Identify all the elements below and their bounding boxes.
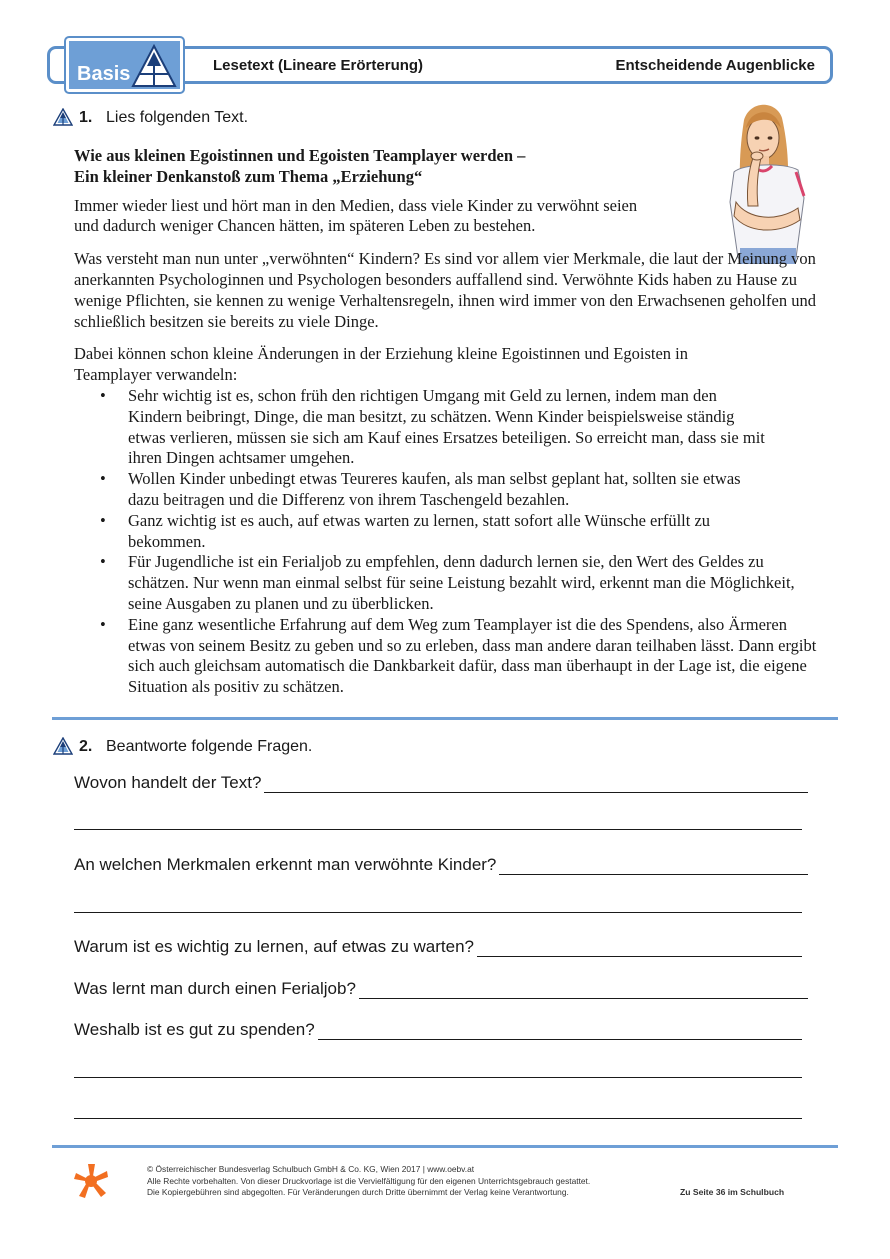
task-instruction: Lies folgenden Text. (106, 109, 249, 126)
publisher-logo-icon (73, 1163, 109, 1199)
badge-label: Basis (77, 63, 131, 85)
reading-title (74, 146, 822, 188)
worksheet-title: Lesetext (Lineare Erörterung) (213, 57, 424, 74)
footer-rights: Alle Rechte vorbehalten. Von dieser Druckvorlage ist die Vervielfältigung für den eigenen Unterrichtsgebrauch gestattet. (147, 1175, 591, 1186)
level-badge (66, 38, 183, 92)
question-row (74, 933, 802, 957)
answer-line[interactable] (477, 938, 802, 957)
task-instruction: Beantworte folgende Fragen. (106, 738, 313, 755)
list-item: • Wollen Kinder unbedingt etwas Teureres kaufen, als man selbst geplant hat, sollten sie etwas dazu beitragen und die Differenz von ihrem Taschengeld bezahlen. (128, 469, 768, 511)
question-row (74, 851, 808, 875)
question-text: Weshalb ist es gut zu spenden? (74, 1020, 315, 1039)
answer-line[interactable] (74, 1118, 802, 1119)
reading-text (74, 146, 822, 698)
list-item: • Sehr wichtig ist es, schon früh den richtigen Umgang mit Geld zu lernen, indem man den Kindern beibringt, Dinge, die man besitzt, zu schätzen. Wenn Kinder beispielsweise ständig etwas verlieren, müssen sie sich am Kauf eines Ersatzes beteiligen. So erreicht man, dass sie mit ihren Dingen achtsamer umgehen. (128, 386, 773, 469)
list-item: • Ganz wichtig ist es auch, auf etwas warten zu lernen, statt sofort alle Wünsche erfüllt zu bekommen. (128, 511, 748, 553)
section-divider (52, 717, 838, 720)
paragraph-characteristics: Was versteht man nun unter „verwöhnten“ Kindern? Es sind vor allem vier Merkmale, die laut der Meinung von anerkannten Psychologinnen und Psychologen besonders auffallend sind. Verwöhnte Kids haben zu Hause zu wenige Pflichten, sie kennen zu wenige Verhaltensregeln, ihnen wird immer von den Erwachsenen geholfen und schließlich besitzen sie bereits zu viele Dinge. (74, 249, 816, 331)
task-number: 1. (79, 109, 93, 126)
answer-line[interactable] (318, 1021, 802, 1040)
footer-copyright: © Österreichischer Bundesverlag Schulbuch GmbH & Co. KG, Wien 2017 | www.oebv.at (147, 1164, 475, 1174)
reading-title-line1: Wie aus kleinen Egoistinnen und Egoisten Teamplayer werden – (74, 146, 526, 165)
task-number: 2. (79, 738, 93, 755)
question-text: Wovon handelt der Text? (74, 773, 262, 792)
footer-divider (52, 1145, 838, 1148)
answer-line[interactable] (264, 774, 808, 793)
tips-list (74, 386, 822, 698)
chapter-topic: Entscheidende Augenblicke (615, 57, 815, 74)
paragraph-changes: Dabei können schon kleine Änderungen in der Erziehung kleine Egoistinnen und Egoisten in Teamplayer verwandeln: (74, 344, 689, 385)
question-row (74, 975, 808, 999)
pyramid-task-icon (53, 737, 73, 755)
pyramid-task-icon (53, 108, 73, 126)
question-text: Warum ist es wichtig zu lernen, auf etwas zu warten? (74, 937, 474, 956)
footer-legal (147, 1164, 707, 1199)
list-item: • Für Jugendliche ist ein Ferialjob zu empfehlen, denn dadurch lernen sie, den Wert des Geldes zu schätzen. Nur wenn man einmal selbst für seine Leistung bezahlt wird, erkennt man die Möglichkeit, seine Ausgaben zu planen und zu überblicken. (128, 552, 818, 614)
paragraph-intro: Immer wieder liest und hört man in den Medien, dass viele Kinder zu verwöhnt seien und dadurch weniger Chancen hätten, im späteren Leben zu bestehen. (74, 195, 638, 236)
answer-line[interactable] (499, 856, 808, 875)
textbook-reference: Zu Seite 36 im Schulbuch (680, 1187, 785, 1197)
question-text: An welchen Merkmalen erkennt man verwöhnte Kinder? (74, 855, 497, 874)
answer-line[interactable] (74, 829, 802, 830)
answer-line[interactable] (74, 1077, 802, 1078)
question-row (74, 1016, 802, 1040)
answer-line[interactable] (359, 980, 808, 999)
footer-fees: Die Kopiergebühren sind abgegolten. Für Veränderungen durch Dritte übernimmt der Verlag keine Verantwortung. (147, 1187, 569, 1197)
answer-line[interactable] (74, 912, 802, 913)
pyramid-icon (131, 44, 177, 88)
question-row (74, 769, 808, 793)
reading-title-line2: Ein kleiner Denkanstoß zum Thema „Erziehung“ (74, 166, 423, 186)
question-text: Was lernt man durch einen Ferialjob? (74, 979, 356, 998)
list-item: • Eine ganz wesentliche Erfahrung auf dem Weg zum Teamplayer ist die des Spendens, also Ärmeren etwas von seinem Besitz zu geben und so zu erleben, dass man andere daran teilhaben lässt. Dann ergibt sich auch gleichsam automatisch die Dankbarkeit dafür, dass man überhaupt in der Lage ist, die eigene Situation als positiv zu schätzen. (128, 615, 822, 698)
